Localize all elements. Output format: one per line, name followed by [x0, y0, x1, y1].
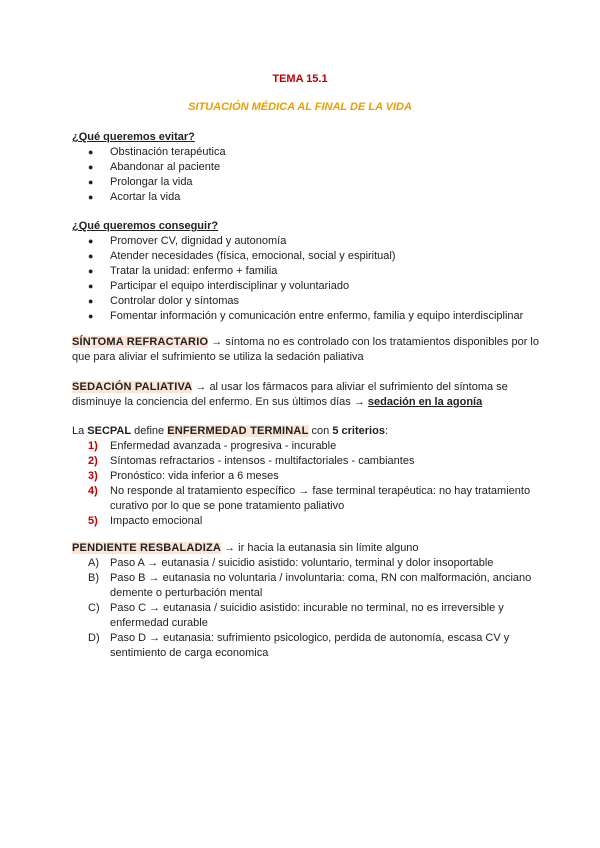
item-letter: A) — [88, 557, 99, 569]
term-sintoma-refractario: SÍNTOMA REFRACTARIO — [72, 336, 209, 348]
list-pasos — [72, 556, 542, 661]
section-conseguir — [72, 219, 542, 324]
item-number: 3) — [88, 470, 98, 482]
list-item: 2) Síntomas refractarios - intensos - multifactoriales - cambiantes — [88, 455, 415, 467]
list-evitar — [72, 145, 542, 205]
item-number: 5) — [88, 515, 98, 527]
criterios-count: 5 criterios — [332, 425, 385, 437]
list-item: 5) Impacto emocional — [88, 515, 203, 527]
paragraph-sedacion-paliativa — [72, 380, 542, 410]
topic-number: TEMA 15.1 — [272, 73, 328, 85]
heading-conseguir: ¿Qué queremos conseguir? — [72, 220, 219, 232]
term-enfermedad-terminal: ENFERMEDAD TERMINAL — [167, 425, 309, 437]
list-item: 4) No responde al tratamiento específico → fase terminal terapéutica: no hay tratamiento curativo por lo que se pone tratamiento paliativo — [88, 485, 531, 512]
list-item: ● Abandonar al paciente — [88, 161, 221, 173]
bullet-icon: ● — [88, 296, 94, 306]
list-item: C) Paso C → eutanasia / suicidio asistido: incurable no terminal, no es irreversible y enfermedad curable — [88, 602, 504, 629]
list-item: D) Paso D → eutanasia: sufrimiento psicologico, perdida de autonomía, escasa CV y sentimiento de carga economica — [88, 632, 510, 659]
definition-text: → al usar los fármacos para aliviar el sufrimiento del síntoma se disminuye la conciencia del enfermo. En sus últimos días → — [72, 381, 508, 408]
item-number: 2) — [88, 455, 98, 467]
bullet-icon: ● — [88, 281, 94, 291]
org-secpal: SECPAL — [87, 425, 132, 437]
section-enfermedad-terminal — [72, 424, 542, 529]
item-number: 4) — [88, 485, 98, 497]
heading-evitar: ¿Qué queremos evitar? — [72, 131, 195, 143]
list-item: ● Promover CV, dignidad y autonomía — [88, 235, 287, 247]
list-item: A) Paso A → eutanasia / suicidio asistido: voluntario, terminal y dolor insoportable — [88, 557, 494, 569]
term-pendiente-resbaladiza: PENDIENTE RESBALADIZA — [72, 542, 222, 554]
term-sedacion-paliativa: SEDACIÓN PALIATIVA — [72, 381, 193, 393]
bullet-icon: ● — [88, 311, 94, 321]
bullet-icon: ● — [88, 192, 94, 202]
item-number: 1) — [88, 440, 98, 452]
list-item: ● Controlar dolor y síntomas — [88, 295, 239, 307]
term-sedacion-agonia: sedación en la agonía — [367, 396, 483, 408]
section-pendiente-resbaladiza — [72, 541, 542, 661]
list-item: ● Obstinación terapéutica — [88, 146, 226, 158]
item-letter: B) — [88, 572, 99, 584]
item-letter: D) — [88, 632, 100, 644]
list-conseguir — [72, 234, 542, 324]
definition-text: → síntoma no es controlado con los tratamientos disponibles por lo que para aliviar el sufrimiento se utiliza la sedación paliativa — [72, 336, 539, 363]
list-item: ● Tratar la unidad: enfermo + familia — [88, 265, 278, 277]
list-item: ● Participar el equipo interdisciplinar y voluntariado — [88, 280, 350, 292]
bullet-icon: ● — [88, 236, 94, 246]
list-criterios — [72, 439, 542, 529]
bullet-icon: ● — [88, 162, 94, 172]
item-letter: C) — [88, 602, 100, 614]
list-item: ● Acortar la vida — [88, 191, 181, 203]
list-item: ● Atender necesidades (física, emocional, social y espiritual) — [88, 250, 396, 262]
paragraph-pendiente: PENDIENTE RESBALADIZA → ir hacia la eutanasia sin límite alguno — [72, 542, 419, 554]
bullet-icon: ● — [88, 147, 94, 157]
paragraph-sintoma-refractario — [72, 335, 542, 365]
list-item: B) Paso B → eutanasia no voluntaria / involuntaria: coma, RN con malformación, anciano demente o perturbación mental — [88, 572, 532, 599]
bullet-icon: ● — [88, 177, 94, 187]
paragraph-secpal: La SECPAL define ENFERMEDAD TERMINAL con 5 criterios: — [72, 425, 389, 437]
list-item: ● Fomentar información y comunicación entre enfermo, familia y equipo interdisciplinar — [88, 310, 524, 322]
list-item: 3) Pronóstico: vida inferior a 6 meses — [88, 470, 279, 482]
list-item: ● Prolongar la vida — [88, 176, 193, 188]
topic-title: SITUACIÓN MÉDICA AL FINAL DE LA VIDA — [188, 101, 412, 113]
bullet-icon: ● — [88, 251, 94, 261]
bullet-icon: ● — [88, 266, 94, 276]
section-evitar — [72, 130, 542, 205]
list-item: 1) Enfermedad avanzada - progresiva - incurable — [88, 440, 337, 452]
